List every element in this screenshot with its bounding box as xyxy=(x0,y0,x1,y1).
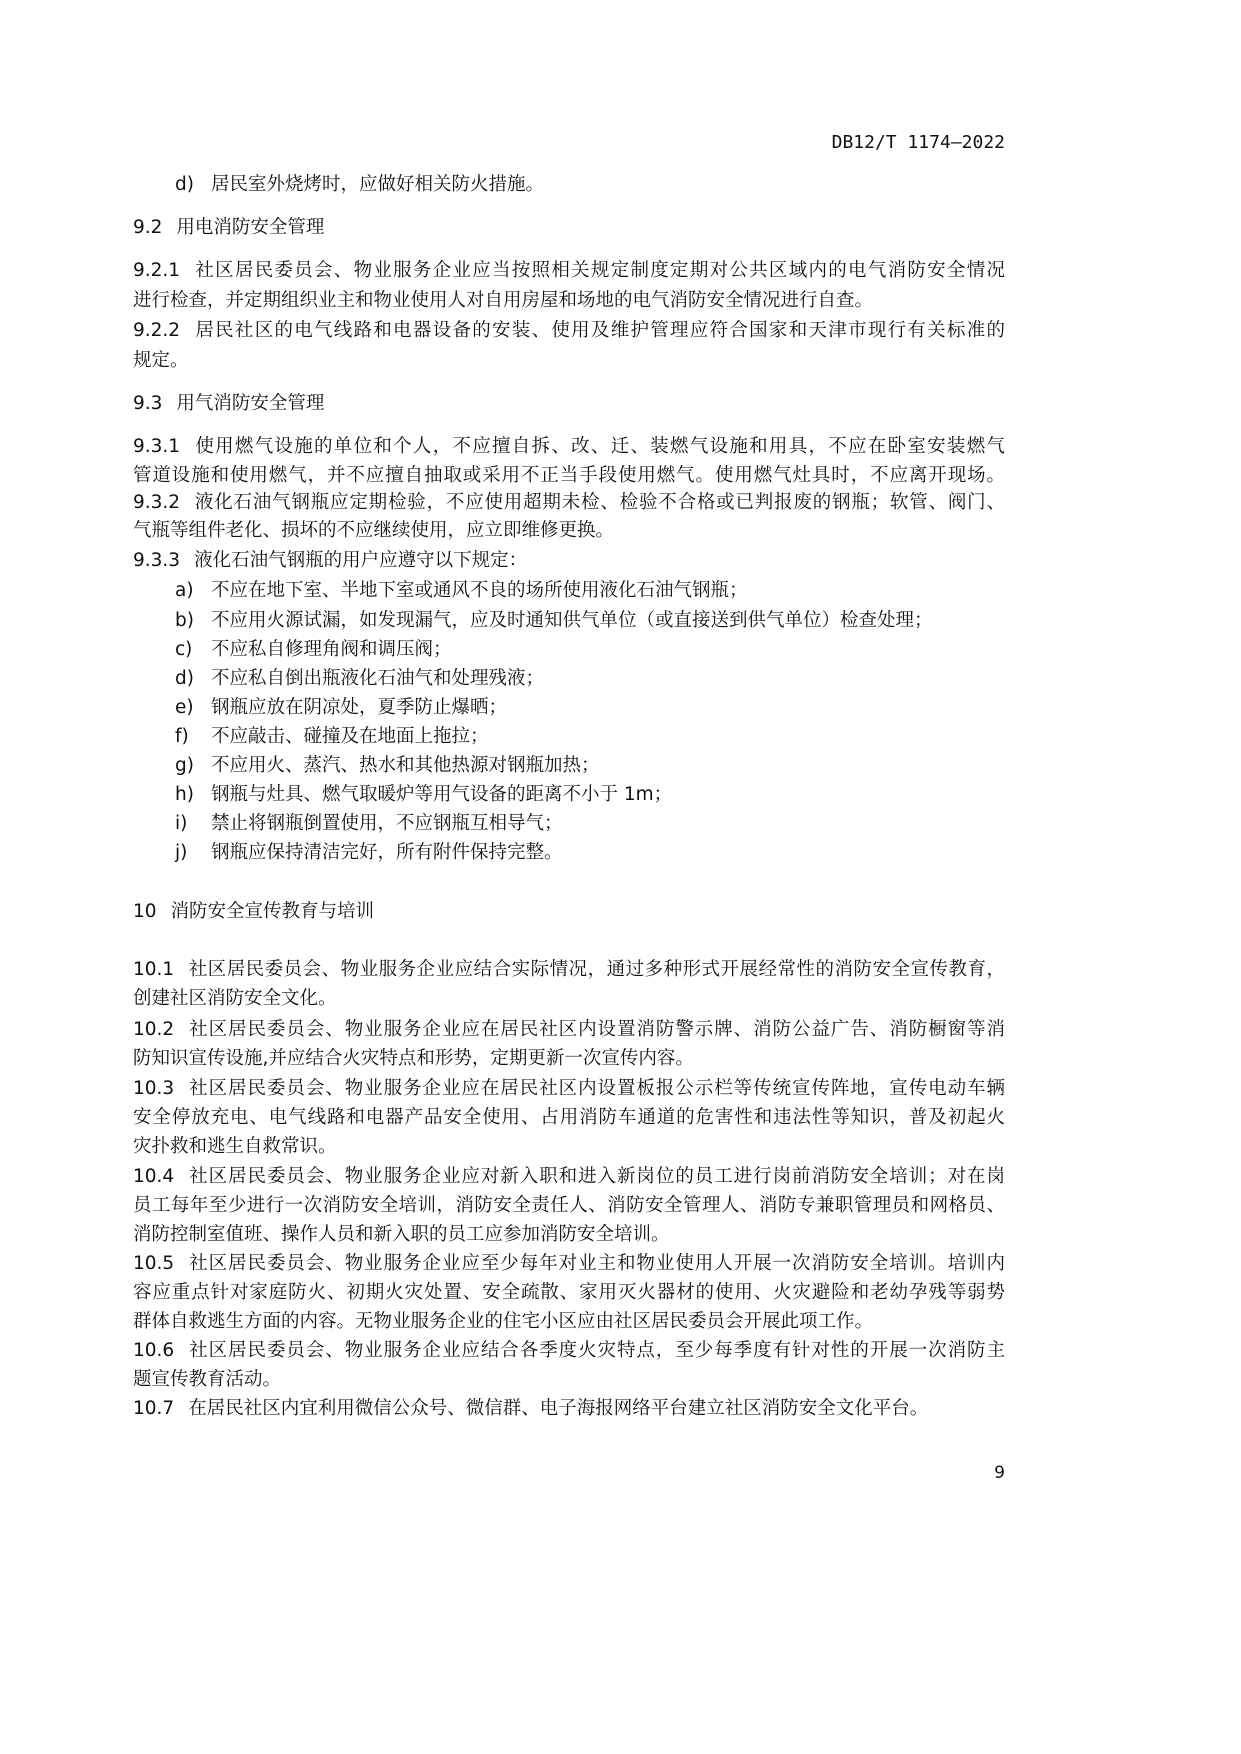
page-number: 9 xyxy=(994,1463,1005,1483)
list-item xyxy=(175,171,1005,199)
section-title: 用气消防安全管理 xyxy=(176,393,325,414)
clause-10-3 xyxy=(133,1075,1005,1103)
item-text: 钢瓶应放在阴凉处，夏季防止爆晒； xyxy=(211,697,508,718)
item-text: 不应私自倒出瓶液化石油气和处理残液； xyxy=(211,668,545,689)
section-number: 9.3 xyxy=(133,393,163,414)
clause-line: 液化石油气钢瓶的用户应遵守以下规定： xyxy=(194,550,528,571)
clause-line: 防知识宣传设施,并应结合火灾特点和形势，定期更新一次宣传内容。 xyxy=(133,1048,694,1069)
clause-number: 10.3 xyxy=(133,1078,175,1099)
clause-number: 10.1 xyxy=(133,959,175,980)
clause-line: 社区居民委员会、物业服务企业应结合实际情况，通过多种形式开展经常性的消防安全宣传教育， xyxy=(188,959,1005,980)
clause-line: 消防控制室值班、操作人员和新入职的员工应参加消防安全培训。 xyxy=(133,1224,670,1245)
item-text: 钢瓶应保持清洁完好，所有附件保持完整。 xyxy=(211,842,563,863)
clause-number: 9.2.2 xyxy=(133,320,181,341)
item-label: d) xyxy=(175,174,194,195)
item-text: 不应敲击、碰撞及在地面上拖拉； xyxy=(211,726,489,747)
clause-number: 9.3.3 xyxy=(133,550,181,571)
clause-number: 10.7 xyxy=(133,1398,175,1419)
list-item xyxy=(175,810,1005,838)
clause-line: 液化石油气钢瓶应定期检验，不应使用超期未检、检验不合格或已判报废的钢瓶；软管、阀门、 xyxy=(194,492,1005,513)
clause-9-3-3 xyxy=(133,547,1005,575)
item-label: e) xyxy=(175,697,194,718)
clause-10-7 xyxy=(133,1395,1005,1423)
item-label: a) xyxy=(175,580,194,601)
clause-line: 规定。 xyxy=(133,350,189,371)
clause-line: 安全停放充电、电气线路和电器产品安全使用、占用消防车通道的危害性和违法性等知识，普及初起火 xyxy=(133,1107,1005,1128)
clause-line: 社区居民委员会、物业服务企业应当按照相关规定制度定期对公共区域内的电气消防安全情况 xyxy=(194,260,1005,281)
section-title: 用电消防安全管理 xyxy=(176,217,325,238)
clause-line: 社区居民委员会、物业服务企业应结合各季度火灾特点，至少每季度有针对性的开展一次消防主 xyxy=(188,1340,1005,1361)
clause-line: 社区居民委员会、物业服务企业应至少每年对业主和物业使用人开展一次消防安全培训。培训内 xyxy=(188,1253,1005,1274)
clause-line: 容应重点针对家庭防火、初期火灾处置、安全疏散、家用灭火器材的使用、火灾避险和老幼孕残等弱势 xyxy=(133,1282,1005,1303)
section-heading-9-2 xyxy=(133,214,1005,242)
section-number: 10 xyxy=(133,901,157,922)
document-code-header: DB12/T 1174—2022 xyxy=(831,132,1005,153)
list-item xyxy=(175,723,1005,751)
clause-number: 10.4 xyxy=(133,1166,175,1187)
item-text: 居民室外烧烤时，应做好相关防火措施。 xyxy=(211,174,545,195)
item-label: h) xyxy=(175,784,194,805)
clause-9-2-2 xyxy=(133,317,1005,345)
item-label: c) xyxy=(175,639,193,660)
clause-line: 管道设施和使用燃气，并不应擅自抽取或采用不正当手段使用燃气。使用燃气灶具时，不应离开现场。 xyxy=(133,465,1005,486)
list-item xyxy=(175,665,1005,693)
item-label: f) xyxy=(175,726,189,747)
clause-line: 在居民社区内宜利用微信公众号、微信群、电子海报网络平台建立社区消防安全文化平台。 xyxy=(188,1398,929,1419)
list-item xyxy=(175,752,1005,780)
clause-line: 群体自救逃生方面的内容。无物业服务企业的住宅小区应由社区居民委员会开展此项工作。 xyxy=(133,1311,874,1332)
list-item xyxy=(175,694,1005,722)
clause-number: 10.5 xyxy=(133,1253,175,1274)
clause-10-6 xyxy=(133,1337,1005,1365)
item-text: 不应在地下室、半地下室或通风不良的场所使用液化石油气钢瓶； xyxy=(211,580,748,601)
clause-9-2-1 xyxy=(133,257,1005,285)
item-label: i) xyxy=(175,813,188,834)
list-item xyxy=(175,781,1005,809)
clause-number: 9.3.1 xyxy=(133,436,181,457)
item-text: 不应用火源试漏，如发现漏气，应及时通知供气单位（或直接送到供气单位）检查处理； xyxy=(211,610,933,631)
clause-line: 创建社区消防安全文化。 xyxy=(133,988,337,1009)
clause-10-5 xyxy=(133,1250,1005,1278)
clause-9-3-1 xyxy=(133,433,1005,461)
section-heading-9-3 xyxy=(133,390,1005,418)
item-label: d) xyxy=(175,668,194,689)
item-text: 禁止将钢瓶倒置使用，不应钢瓶互相导气； xyxy=(211,813,563,834)
clause-number: 10.2 xyxy=(133,1019,175,1040)
item-label: g) xyxy=(175,755,194,776)
clause-10-2 xyxy=(133,1016,1005,1044)
clause-line: 进行检查，并定期组织业主和物业使用人对自用房屋和场地的电气消防安全情况进行自查。 xyxy=(133,290,874,311)
list-item xyxy=(175,607,1005,635)
section-title: 消防安全宣传教育与培训 xyxy=(170,901,375,922)
clause-line: 灾扑救和逃生自救常识。 xyxy=(133,1136,337,1157)
clause-number: 9.2.1 xyxy=(133,260,181,281)
clause-line: 社区居民委员会、物业服务企业应在居民社区内设置消防警示牌、消防公益广告、消防橱窗等消 xyxy=(188,1019,1005,1040)
item-label: j) xyxy=(175,842,188,863)
clause-line: 使用燃气设施的单位和个人，不应擅自拆、改、迁、装燃气设施和用具，不应在卧室安装燃气 xyxy=(194,436,1005,457)
item-text: 不应私自修理角阀和调压阀； xyxy=(211,639,452,660)
section-number: 9.2 xyxy=(133,217,163,238)
clause-9-3-2 xyxy=(133,489,1005,517)
item-text: 不应用火、蒸汽、热水和其他热源对钢瓶加热； xyxy=(211,755,600,776)
clause-10-1 xyxy=(133,956,1005,984)
section-heading-10 xyxy=(133,898,1005,926)
clause-line: 题宣传教育活动。 xyxy=(133,1369,282,1390)
item-text: 钢瓶与灶具、燃气取暖炉等用气设备的距离不小于 1m； xyxy=(211,784,673,805)
clause-line: 员工每年至少进行一次消防安全培训，消防安全责任人、消防安全管理人、消防专兼职管理员和网格员、 xyxy=(133,1195,1005,1216)
list-item xyxy=(175,577,1005,605)
clause-line: 社区居民委员会、物业服务企业应在居民社区内设置板报公示栏等传统宣传阵地，宣传电动车辆 xyxy=(188,1078,1005,1099)
item-label: b) xyxy=(175,610,194,631)
list-item xyxy=(175,636,1005,664)
clause-number: 10.6 xyxy=(133,1340,175,1361)
clause-line: 社区居民委员会、物业服务企业应对新入职和进入新岗位的员工进行岗前消防安全培训；对在岗 xyxy=(188,1166,1005,1187)
clause-10-4 xyxy=(133,1163,1005,1191)
clause-line: 气瓶等组件老化、损坏的不应继续使用，应立即维修更换。 xyxy=(133,520,615,541)
clause-number: 9.3.2 xyxy=(133,492,181,513)
clause-line: 居民社区的电气线路和电器设备的安装、使用及维护管理应符合国家和天津市现行有关标准的 xyxy=(194,320,1005,341)
list-item xyxy=(175,839,1005,867)
